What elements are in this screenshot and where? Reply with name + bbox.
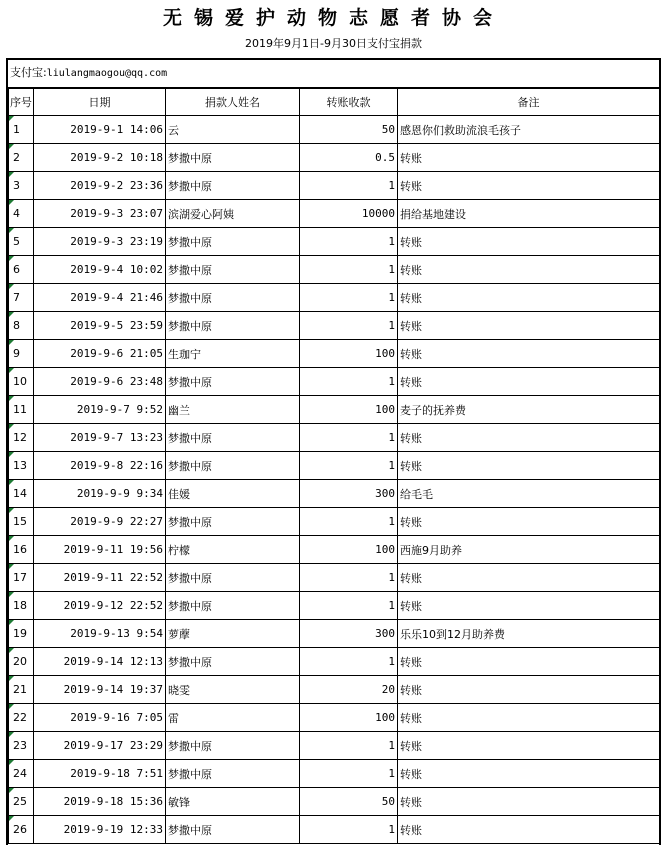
cell-seq: 5 <box>9 228 34 256</box>
cell-name: 梦撒中原 <box>166 256 300 284</box>
cell-date: 2019-9-2 23:36 <box>34 172 166 200</box>
cell-amount: 20 <box>300 676 398 704</box>
cell-note: 转账 <box>398 508 660 536</box>
cell-amount: 50 <box>300 788 398 816</box>
cell-amount: 1 <box>300 732 398 760</box>
cell-note: 转账 <box>398 452 660 480</box>
cell-amount: 1 <box>300 172 398 200</box>
cell-note: 转账 <box>398 648 660 676</box>
cell-note: 转账 <box>398 592 660 620</box>
cell-amount: 1 <box>300 452 398 480</box>
cell-name: 梦撒中原 <box>166 732 300 760</box>
cell-date: 2019-9-13 9:54 <box>34 620 166 648</box>
cell-note: 感恩你们救助流浪毛孩子 <box>398 116 660 144</box>
cell-name: 云 <box>166 116 300 144</box>
table-row <box>9 144 660 172</box>
cell-date: 2019-9-7 9:52 <box>34 396 166 424</box>
cell-amount: 1 <box>300 312 398 340</box>
table-row <box>9 788 660 816</box>
cell-date: 2019-9-3 23:19 <box>34 228 166 256</box>
cell-seq: 20 <box>9 648 34 676</box>
cell-seq: 10 <box>9 368 34 396</box>
cell-name: 幽兰 <box>166 396 300 424</box>
cell-seq: 11 <box>9 396 34 424</box>
table-row <box>9 592 660 620</box>
cell-note: 转账 <box>398 144 660 172</box>
cell-seq: 23 <box>9 732 34 760</box>
cell-note: 转账 <box>398 340 660 368</box>
cell-seq: 6 <box>9 256 34 284</box>
cell-amount: 0.5 <box>300 144 398 172</box>
cell-name: 梦撒中原 <box>166 228 300 256</box>
cell-seq: 25 <box>9 788 34 816</box>
header-name: 捐款人姓名 <box>166 89 300 116</box>
cell-date: 2019-9-17 23:29 <box>34 732 166 760</box>
cell-amount: 10000 <box>300 200 398 228</box>
table-row <box>9 116 660 144</box>
cell-name: 梦撒中原 <box>166 760 300 788</box>
cell-date: 2019-9-18 7:51 <box>34 760 166 788</box>
cell-name: 梦撒中原 <box>166 368 300 396</box>
alipay-label: 支付宝: <box>10 66 47 79</box>
cell-seq: 8 <box>9 312 34 340</box>
table-row <box>9 340 660 368</box>
cell-seq: 13 <box>9 452 34 480</box>
alipay-account-line <box>8 60 659 88</box>
cell-name: 梦撒中原 <box>166 564 300 592</box>
cell-amount: 100 <box>300 396 398 424</box>
cell-name: 梦撒中原 <box>166 816 300 844</box>
cell-note: 转账 <box>398 816 660 844</box>
cell-note: 转账 <box>398 788 660 816</box>
cell-date: 2019-9-14 12:13 <box>34 648 166 676</box>
cell-amount: 1 <box>300 284 398 312</box>
cell-note: 捐给基地建设 <box>398 200 660 228</box>
cell-amount: 100 <box>300 340 398 368</box>
cell-note: 转账 <box>398 228 660 256</box>
cell-amount: 1 <box>300 592 398 620</box>
table-row <box>9 648 660 676</box>
cell-amount: 1 <box>300 760 398 788</box>
cell-amount: 1 <box>300 564 398 592</box>
table-row <box>9 284 660 312</box>
cell-amount: 1 <box>300 648 398 676</box>
cell-note: 转账 <box>398 424 660 452</box>
cell-amount: 1 <box>300 228 398 256</box>
cell-name: 梦撒中原 <box>166 592 300 620</box>
cell-seq: 17 <box>9 564 34 592</box>
table-row <box>9 200 660 228</box>
cell-seq: 16 <box>9 536 34 564</box>
cell-name: 佳媛 <box>166 480 300 508</box>
cell-amount: 1 <box>300 256 398 284</box>
table-header-row <box>9 89 660 116</box>
cell-note: 转账 <box>398 704 660 732</box>
cell-name: 柠檬 <box>166 536 300 564</box>
table-row <box>9 368 660 396</box>
header-amount: 转账收款 <box>300 89 398 116</box>
table-row <box>9 228 660 256</box>
cell-note: 转账 <box>398 312 660 340</box>
cell-name: 生珈宁 <box>166 340 300 368</box>
header-date: 日期 <box>34 89 166 116</box>
cell-note: 转账 <box>398 172 660 200</box>
cell-date: 2019-9-9 9:34 <box>34 480 166 508</box>
cell-date: 2019-9-6 21:05 <box>34 340 166 368</box>
cell-amount: 100 <box>300 536 398 564</box>
cell-seq: 7 <box>9 284 34 312</box>
cell-name: 梦撒中原 <box>166 648 300 676</box>
cell-date: 2019-9-11 19:56 <box>34 536 166 564</box>
header-seq: 序号 <box>9 89 34 116</box>
cell-date: 2019-9-4 10:02 <box>34 256 166 284</box>
table-row <box>9 676 660 704</box>
cell-name: 萝藦 <box>166 620 300 648</box>
cell-name: 梦撒中原 <box>166 144 300 172</box>
table-row <box>9 704 660 732</box>
cell-seq: 15 <box>9 508 34 536</box>
cell-amount: 1 <box>300 368 398 396</box>
cell-note: 西施9月助养 <box>398 536 660 564</box>
cell-note: 给毛毛 <box>398 480 660 508</box>
cell-date: 2019-9-7 13:23 <box>34 424 166 452</box>
header-note: 备注 <box>398 89 660 116</box>
cell-note: 转账 <box>398 368 660 396</box>
cell-note: 转账 <box>398 732 660 760</box>
cell-date: 2019-9-14 19:37 <box>34 676 166 704</box>
cell-seq: 9 <box>9 340 34 368</box>
table-row <box>9 508 660 536</box>
table-row <box>9 620 660 648</box>
cell-amount: 100 <box>300 704 398 732</box>
cell-seq: 18 <box>9 592 34 620</box>
donation-sheet <box>6 58 661 845</box>
cell-date: 2019-9-1 14:06 <box>34 116 166 144</box>
cell-seq: 19 <box>9 620 34 648</box>
document-title: 无锡爱护动物志愿者协会 <box>162 7 504 29</box>
cell-date: 2019-9-3 23:07 <box>34 200 166 228</box>
document-subtitle: 2019年9月1日-9月30日支付宝捐款 <box>245 37 422 50</box>
table-row <box>9 760 660 788</box>
cell-date: 2019-9-9 22:27 <box>34 508 166 536</box>
cell-name: 梦撒中原 <box>166 424 300 452</box>
cell-amount: 300 <box>300 480 398 508</box>
table-row <box>9 396 660 424</box>
cell-seq: 26 <box>9 816 34 844</box>
cell-date: 2019-9-19 12:33 <box>34 816 166 844</box>
cell-date: 2019-9-8 22:16 <box>34 452 166 480</box>
cell-amount: 50 <box>300 116 398 144</box>
cell-seq: 24 <box>9 760 34 788</box>
table-row <box>9 256 660 284</box>
table-row <box>9 172 660 200</box>
cell-seq: 12 <box>9 424 34 452</box>
cell-note: 转账 <box>398 564 660 592</box>
cell-note: 转账 <box>398 676 660 704</box>
cell-note: 乐乐10到12月助养费 <box>398 620 660 648</box>
cell-seq: 21 <box>9 676 34 704</box>
cell-name: 梦撒中原 <box>166 172 300 200</box>
table-row <box>9 564 660 592</box>
table-row <box>9 816 660 844</box>
table-row <box>9 732 660 760</box>
cell-seq: 22 <box>9 704 34 732</box>
cell-name: 梦撒中原 <box>166 508 300 536</box>
cell-seq: 14 <box>9 480 34 508</box>
cell-seq: 1 <box>9 116 34 144</box>
cell-note: 转账 <box>398 256 660 284</box>
cell-date: 2019-9-12 22:52 <box>34 592 166 620</box>
cell-date: 2019-9-18 15:36 <box>34 788 166 816</box>
cell-name: 梦撒中原 <box>166 452 300 480</box>
cell-name: 敏锋 <box>166 788 300 816</box>
cell-amount: 300 <box>300 620 398 648</box>
alipay-account: liulangmaogou@qq.com <box>46 68 168 79</box>
cell-name: 滨湖爱心阿姨 <box>166 200 300 228</box>
table-row <box>9 424 660 452</box>
donation-table <box>8 88 660 844</box>
cell-date: 2019-9-6 23:48 <box>34 368 166 396</box>
cell-name: 雷 <box>166 704 300 732</box>
cell-date: 2019-9-4 21:46 <box>34 284 166 312</box>
cell-seq: 3 <box>9 172 34 200</box>
table-row <box>9 312 660 340</box>
cell-note: 麦子的抚养费 <box>398 396 660 424</box>
cell-amount: 1 <box>300 508 398 536</box>
cell-name: 晓雯 <box>166 676 300 704</box>
cell-date: 2019-9-11 22:52 <box>34 564 166 592</box>
cell-seq: 2 <box>9 144 34 172</box>
cell-note: 转账 <box>398 760 660 788</box>
table-row <box>9 536 660 564</box>
cell-amount: 1 <box>300 424 398 452</box>
table-row <box>9 452 660 480</box>
cell-name: 梦撒中原 <box>166 284 300 312</box>
cell-note: 转账 <box>398 284 660 312</box>
cell-date: 2019-9-5 23:59 <box>34 312 166 340</box>
cell-seq: 4 <box>9 200 34 228</box>
table-row <box>9 480 660 508</box>
cell-date: 2019-9-2 10:18 <box>34 144 166 172</box>
cell-amount: 1 <box>300 816 398 844</box>
cell-date: 2019-9-16 7:05 <box>34 704 166 732</box>
cell-name: 梦撒中原 <box>166 312 300 340</box>
